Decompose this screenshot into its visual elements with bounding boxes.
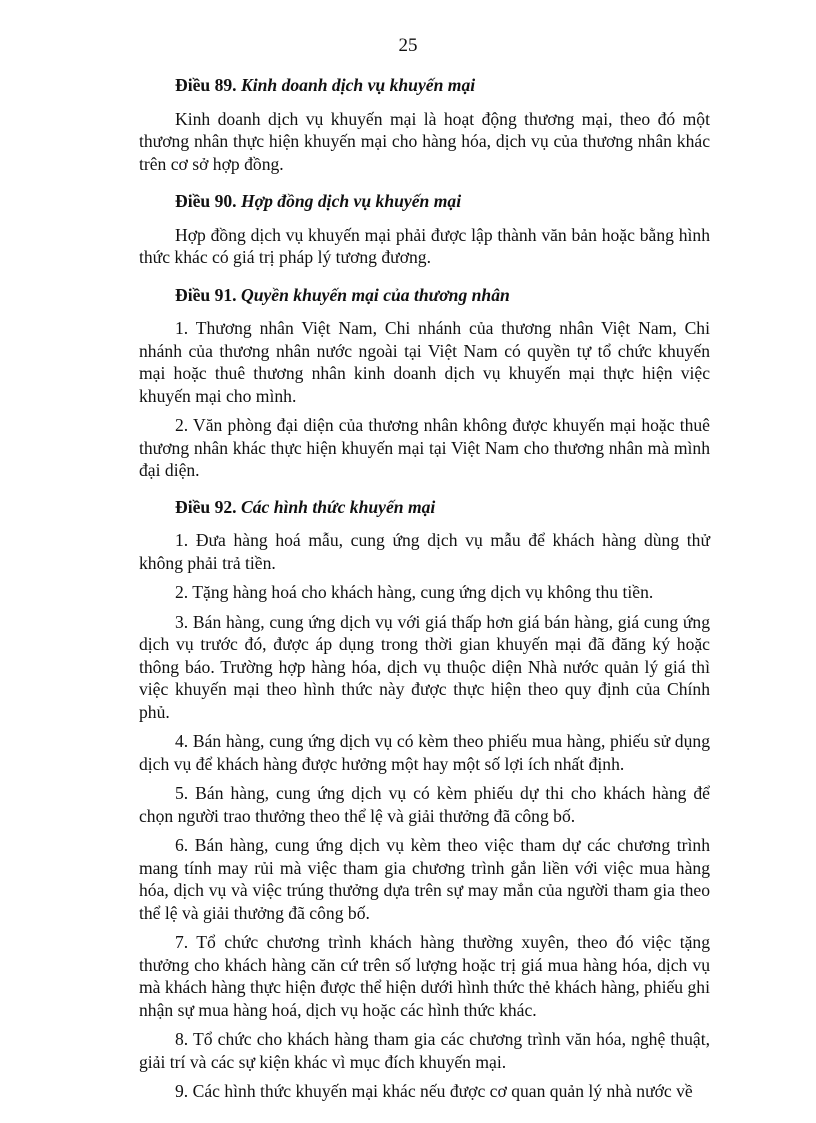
article-91 bbox=[139, 284, 710, 482]
article-89 bbox=[139, 74, 710, 175]
paragraph: 8. Tổ chức cho khách hàng tham gia các chương trình văn hóa, nghệ thuật, giải trí và các sự kiện khác vì mục đích khuyến mại. bbox=[139, 1029, 710, 1072]
page-number: 25 bbox=[398, 35, 418, 56]
article-number: Điều 89. bbox=[175, 75, 237, 95]
article-heading bbox=[139, 74, 710, 97]
paragraph: 6. Bán hàng, cung ứng dịch vụ kèm theo việc tham dự các chương trình mang tính may rủi mà việc tham gia chương trình gắn liền với việc mua hàng hóa, dịch vụ và việc trúng thưởng dựa trên sự may mắn của người tham gia theo thể lệ và giải thưởng đã công bố. bbox=[139, 835, 710, 923]
paragraph: Kinh doanh dịch vụ khuyến mại là hoạt động thương mại, theo đó một thương nhân thực hiện khuyến mại cho hàng hóa, dịch vụ của thương nhân khác trên cơ sở hợp đồng. bbox=[139, 108, 710, 174]
paragraph: 2. Văn phòng đại diện của thương nhân không được khuyến mại hoặc thuê thương nhân khác thực hiện khuyến mại tại Việt Nam cho thương nhân mà mình đại diện. bbox=[139, 415, 710, 480]
article-number: Điều 92. bbox=[175, 496, 237, 517]
article-heading bbox=[139, 284, 710, 307]
paragraph: 7. Tổ chức chương trình khách hàng thường xuyên, theo đó việc tặng thưởng cho khách hàng căn cứ trên số lượng hoặc trị giá mua hàng hóa, dịch vụ mà khách hàng thực hiện được thể hiện dưới hình thức thẻ khách hàng, phiếu ghi nhận sự mua hàng hoá, dịch vụ hoặc các hình thức khác. bbox=[139, 932, 710, 1020]
paragraph: 2. Tặng hàng hoá cho khách hàng, cung ứng dịch vụ không thu tiền. bbox=[175, 582, 654, 602]
article-heading bbox=[139, 496, 710, 519]
article-92 bbox=[139, 496, 710, 1103]
document-body bbox=[139, 74, 710, 1110]
paragraph: 3. Bán hàng, cung ứng dịch vụ với giá thấp hơn giá bán hàng, giá cung ứng dịch vụ trước đó, được áp dụng trong thời gian khuyến mại đã đăng ký hoặc thông báo. Trường hợp hàng hóa, dịch vụ thuộc diện Nhà nước quản lý giá thì việc khuyến mại theo hình thức này được thực hiện theo quy định của Chính phủ. bbox=[139, 611, 710, 722]
article-title: Kinh doanh dịch vụ khuyến mại bbox=[240, 75, 476, 95]
article-number: Điều 91. bbox=[175, 284, 237, 305]
article-number: Điều 90. bbox=[175, 191, 237, 211]
paragraph: Hợp đồng dịch vụ khuyến mại phải được lập thành văn bản hoặc bằng hình thức khác có giá trị pháp lý tương đương. bbox=[139, 224, 710, 267]
article-90 bbox=[139, 190, 710, 269]
paragraph: 4. Bán hàng, cung ứng dịch vụ có kèm theo phiếu mua hàng, phiếu sử dụng dịch vụ để khách hàng được hưởng một hay một số lợi ích nhất định. bbox=[139, 731, 710, 774]
article-title: Quyền khuyến mại của thương nhân bbox=[240, 284, 510, 305]
paragraph: 1. Thương nhân Việt Nam, Chi nhánh của thương nhân Việt Nam, Chi nhánh của thương nhân nước ngoài tại Việt Nam có quyền tự tổ chức khuyến mại hoặc thuê thương nhân kinh doanh dịch vụ khuyến mại thực hiện việc khuyến mại cho mình. bbox=[139, 318, 710, 406]
article-title: Hợp đồng dịch vụ khuyến mại bbox=[240, 191, 462, 211]
paragraph: 1. Đưa hàng hoá mẫu, cung ứng dịch vụ mẫu để khách hàng dùng thử không phải trả tiền. bbox=[139, 530, 710, 573]
article-heading bbox=[139, 190, 710, 213]
article-title: Các hình thức khuyến mại bbox=[240, 496, 436, 517]
paragraph: 9. Các hình thức khuyến mại khác nếu được cơ quan quản lý nhà nước về bbox=[175, 1081, 693, 1101]
paragraph: 5. Bán hàng, cung ứng dịch vụ có kèm phiếu dự thi cho khách hàng để chọn người trao thưởng theo thể lệ và giải thưởng đã công bố. bbox=[139, 783, 710, 826]
